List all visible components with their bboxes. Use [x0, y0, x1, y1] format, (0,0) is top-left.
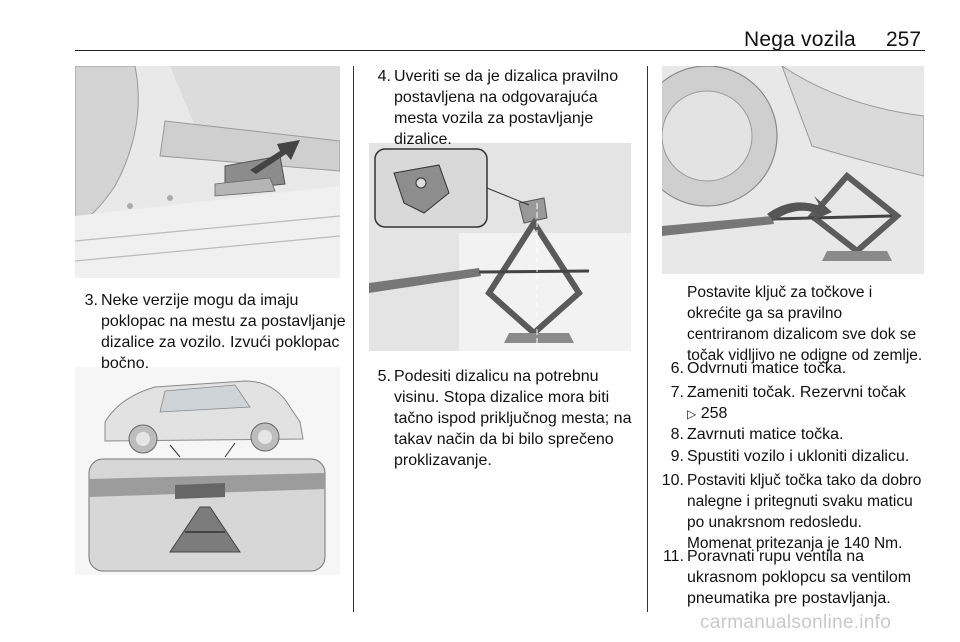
step-number: 11. [662, 548, 684, 565]
figure-car-jack-points [75, 367, 340, 575]
arrow-reference-icon: ▷ [687, 407, 697, 421]
step-10 [655, 470, 932, 554]
figure-jack-cover [75, 66, 340, 278]
figure-jack-placement [369, 143, 631, 351]
column-divider-right [647, 66, 648, 612]
page-number: 257 [886, 28, 922, 51]
page-title: Nega vozila [744, 28, 856, 51]
step-8 [662, 424, 932, 445]
step-text: Odvrnuti matice točka. [687, 360, 847, 377]
step-number: 4. [377, 68, 391, 85]
step-number: 8. [670, 426, 684, 443]
step-number: 5. [377, 368, 391, 385]
step-6 [662, 358, 932, 379]
header-rule [75, 50, 925, 51]
step-text: Uveriti se da je dizalica pravilno postavljena na odgovarajuća mesta vozila za postavljanje dizalice. [394, 68, 619, 148]
step-5 [369, 366, 639, 471]
reference-page-link[interactable]: 258 [700, 405, 728, 422]
step-7 [662, 382, 932, 424]
step-continuation [662, 282, 932, 366]
step-number: 10. [661, 472, 684, 489]
step-text: Podesiti dizalicu na potrebnu visinu. Stopa dizalice mora biti tačno ispod priključnog mesta; na takav način da bi bilo sprečeno proklizavanje. [394, 368, 632, 469]
column-divider-left [353, 66, 354, 612]
step-text: Spustiti vozilo i ukloniti dizalicu. [687, 448, 910, 465]
step-text: Postavite ključ za točkove i okrećite ga sa pravilno centriranom dizalicom sve dok se točak vidljivo ne odigne od zemlje. [687, 284, 923, 364]
step-3 [76, 290, 346, 374]
step-number: 7. [670, 384, 684, 401]
step-text: Zameniti točak. Rezervni točak [687, 384, 906, 401]
step-9 [662, 446, 932, 467]
step-11 [655, 546, 932, 609]
figure-wheel-lift [662, 66, 924, 274]
step-text: Postaviti ključ točka tako da dobro nalegne i pritegnuti svaku maticu po unakrsnom redosledu. Momenat pritezanja je 140 Nm. [687, 472, 922, 552]
step-4 [369, 66, 639, 150]
watermark: carmanualsonline.info [700, 612, 892, 633]
step-text: Neke verzije mogu da imaju poklopac na mestu za postavljanje dizalice za vozilo. Izvući poklopac bočno. [101, 292, 346, 372]
step-number: 3. [84, 292, 98, 309]
step-number: 9. [670, 448, 684, 465]
step-text: Poravnati rupu ventila na ukrasnom poklopcu sa ventilom pneumatika pre postavljanja. [687, 548, 912, 607]
step-number: 6. [670, 360, 684, 377]
step-text: Zavrnuti matice točka. [687, 426, 844, 443]
